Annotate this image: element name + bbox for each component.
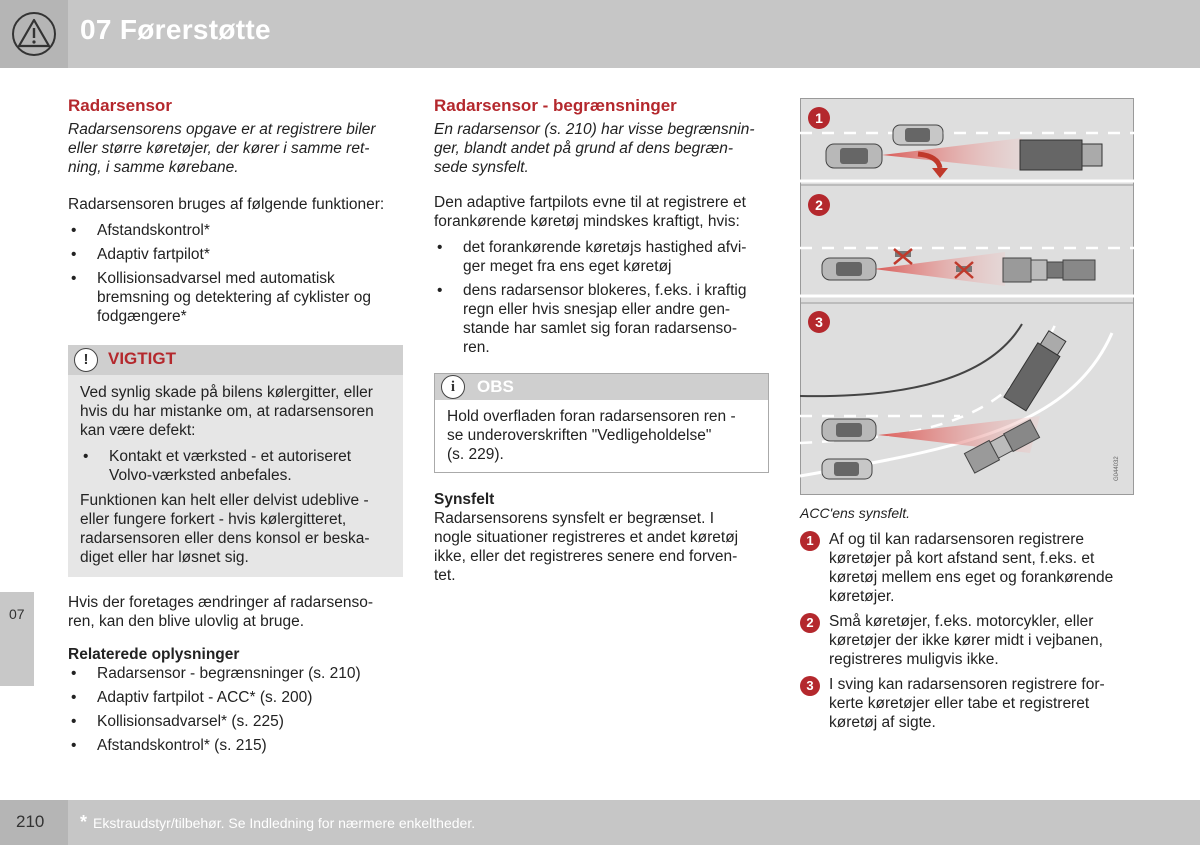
- field-of-view-title: Synsfelt: [434, 491, 495, 508]
- related-link[interactable]: • Adaptiv fartpilot - ACC* (s. 200): [68, 688, 403, 707]
- number-badge: 1: [800, 531, 820, 551]
- number-badge: 3: [800, 676, 820, 696]
- footnote: [80, 812, 475, 833]
- list-item: • det forankørende køretøjs hastighed afvi- ger meget fra ens eget køretøj: [434, 238, 769, 276]
- car-icon: [822, 419, 876, 441]
- important-box: [68, 345, 403, 577]
- info-icon: i: [441, 375, 465, 399]
- column-figure-legend: [800, 504, 1135, 738]
- list-item: • Kontakt et værksted - et autoriseret Volvo-værksted anbefales.: [80, 447, 391, 485]
- legend-item: 3 I sving kan radarsensoren registrere for- kerte køretøjer eller tabe et registreret køretøj af sigte.: [800, 675, 1135, 732]
- limitations-list: [434, 238, 769, 357]
- number-badge: 2: [800, 613, 820, 633]
- legend-item: 2 Små køretøjer, f.eks. motorcykler, eller køretøjer der ikke kører midt i vejbanen, registreres muligvis ikke.: [800, 612, 1135, 669]
- panel-label-2: 2: [808, 194, 830, 216]
- exclamation-icon: !: [74, 348, 98, 372]
- car-icon: [822, 459, 872, 479]
- related-link[interactable]: • Kollisionsadvarsel* (s. 225): [68, 712, 403, 731]
- related-list: [68, 664, 403, 755]
- figure-code: G044032: [1114, 456, 1120, 481]
- obs-body: [435, 400, 768, 472]
- page-number: 210: [16, 812, 45, 831]
- figure-legend-list: [800, 530, 1135, 732]
- side-tab-label: 07: [9, 606, 25, 622]
- tractor-icon: [1003, 258, 1095, 282]
- section-title-limitations: Radarsensor - begrænsninger: [434, 96, 677, 115]
- related-link[interactable]: • Radarsensor - begrænsninger (s. 210): [68, 664, 403, 683]
- footnote-text: Ekstraudstyr/tilbehør. Se Indledning for nærmere enkeltheder.: [93, 815, 476, 831]
- car-icon: [826, 144, 882, 168]
- obs-box: [434, 373, 769, 473]
- important-title: VIGTIGT: [108, 349, 176, 368]
- warning-triangle-icon: [12, 12, 56, 56]
- important-list: [80, 447, 391, 485]
- important-paragraph: Funktionen kan helt eller delvist udeblive - eller fungere forkert - hvis kølergitteret, radarsensoren eller dens konsol er beska- diget eller har løsnet sig.: [80, 492, 370, 566]
- obs-title: OBS: [477, 377, 514, 396]
- important-header: [68, 345, 403, 375]
- important-body: [68, 375, 403, 577]
- list-item: • Afstandskontrol*: [68, 221, 403, 240]
- intro-text: En radarsensor (s. 210) har visse begrænsnin- ger, blandt andet på grund af dens begræn- sede synsfelt.: [434, 121, 755, 176]
- list-item: • dens radarsensor blokeres, f.eks. i kraftig regn eller hvis snesjap eller andre gen- stande har samlet sig foran radarsenso- ren.: [434, 281, 769, 357]
- figure-illustration: [800, 98, 1134, 495]
- related-title: Relaterede oplysninger: [68, 646, 240, 663]
- legend-item: 1 Af og til kan radarsensoren registrere køretøjer på kort afstand sent, f.eks. et køretøj mellem ens eget og forankørende køretøjer.: [800, 530, 1135, 606]
- panel-label-3: 3: [808, 311, 830, 333]
- acc-field-of-view-figure: [800, 98, 1134, 495]
- uses-intro: Radarsensoren bruges af følgende funktioner:: [68, 196, 385, 213]
- obs-text: Hold overfladen foran radarsensoren ren - se underoverskriften "Vedligeholdelse" (s. 229).: [447, 408, 736, 463]
- page-header: [0, 0, 1200, 68]
- footnote-star: *: [80, 812, 88, 832]
- limitations-paragraph: Den adaptive fartpilots evne til at registrere et forankørende køretøj mindskes kraftigt, hvis:: [434, 194, 746, 230]
- chapter-title: 07 Førerstøtte: [80, 14, 271, 45]
- panel-label-1: 1: [808, 107, 830, 129]
- header-icon-box: [0, 0, 68, 68]
- column-radar-sensor: [68, 95, 403, 755]
- uses-list: [68, 221, 403, 326]
- modification-warning: Hvis der foretages ændringer af radarsenso- ren, kan den blive ulovlig at bruge.: [68, 594, 373, 630]
- obs-header: [435, 374, 768, 400]
- column-radar-limitations: [434, 95, 769, 585]
- important-paragraph: Ved synlig skade på bilens kølergitter, eller hvis du har mistanke om, at radarsensoren kan være defekt:: [80, 384, 374, 439]
- list-item: • Adaptiv fartpilot*: [68, 245, 403, 264]
- car-icon: [822, 258, 876, 280]
- chapter-side-tab: [0, 592, 34, 686]
- car-icon: [893, 125, 943, 145]
- intro-text: Radarsensorens opgave er at registrere biler eller større køretøjer, der kører i samme ret- ning, i samme kørebane.: [68, 121, 376, 176]
- field-of-view-text: Radarsensorens synsfelt er begrænset. I nogle situationer registreres et andet køretøj ikke, eller det registreres senere end forven- tet.: [434, 510, 739, 584]
- page-number-box: [0, 800, 68, 845]
- truck-icon: [1020, 140, 1102, 170]
- related-link[interactable]: • Afstandskontrol* (s. 215): [68, 736, 403, 755]
- section-title-radarsensor: Radarsensor: [68, 96, 172, 115]
- figure-caption: ACC'ens synsfelt.: [800, 505, 911, 521]
- list-item: • Kollisionsadvarsel med automatisk bremsning og detektering af cyklister og fodgængere*: [68, 269, 403, 326]
